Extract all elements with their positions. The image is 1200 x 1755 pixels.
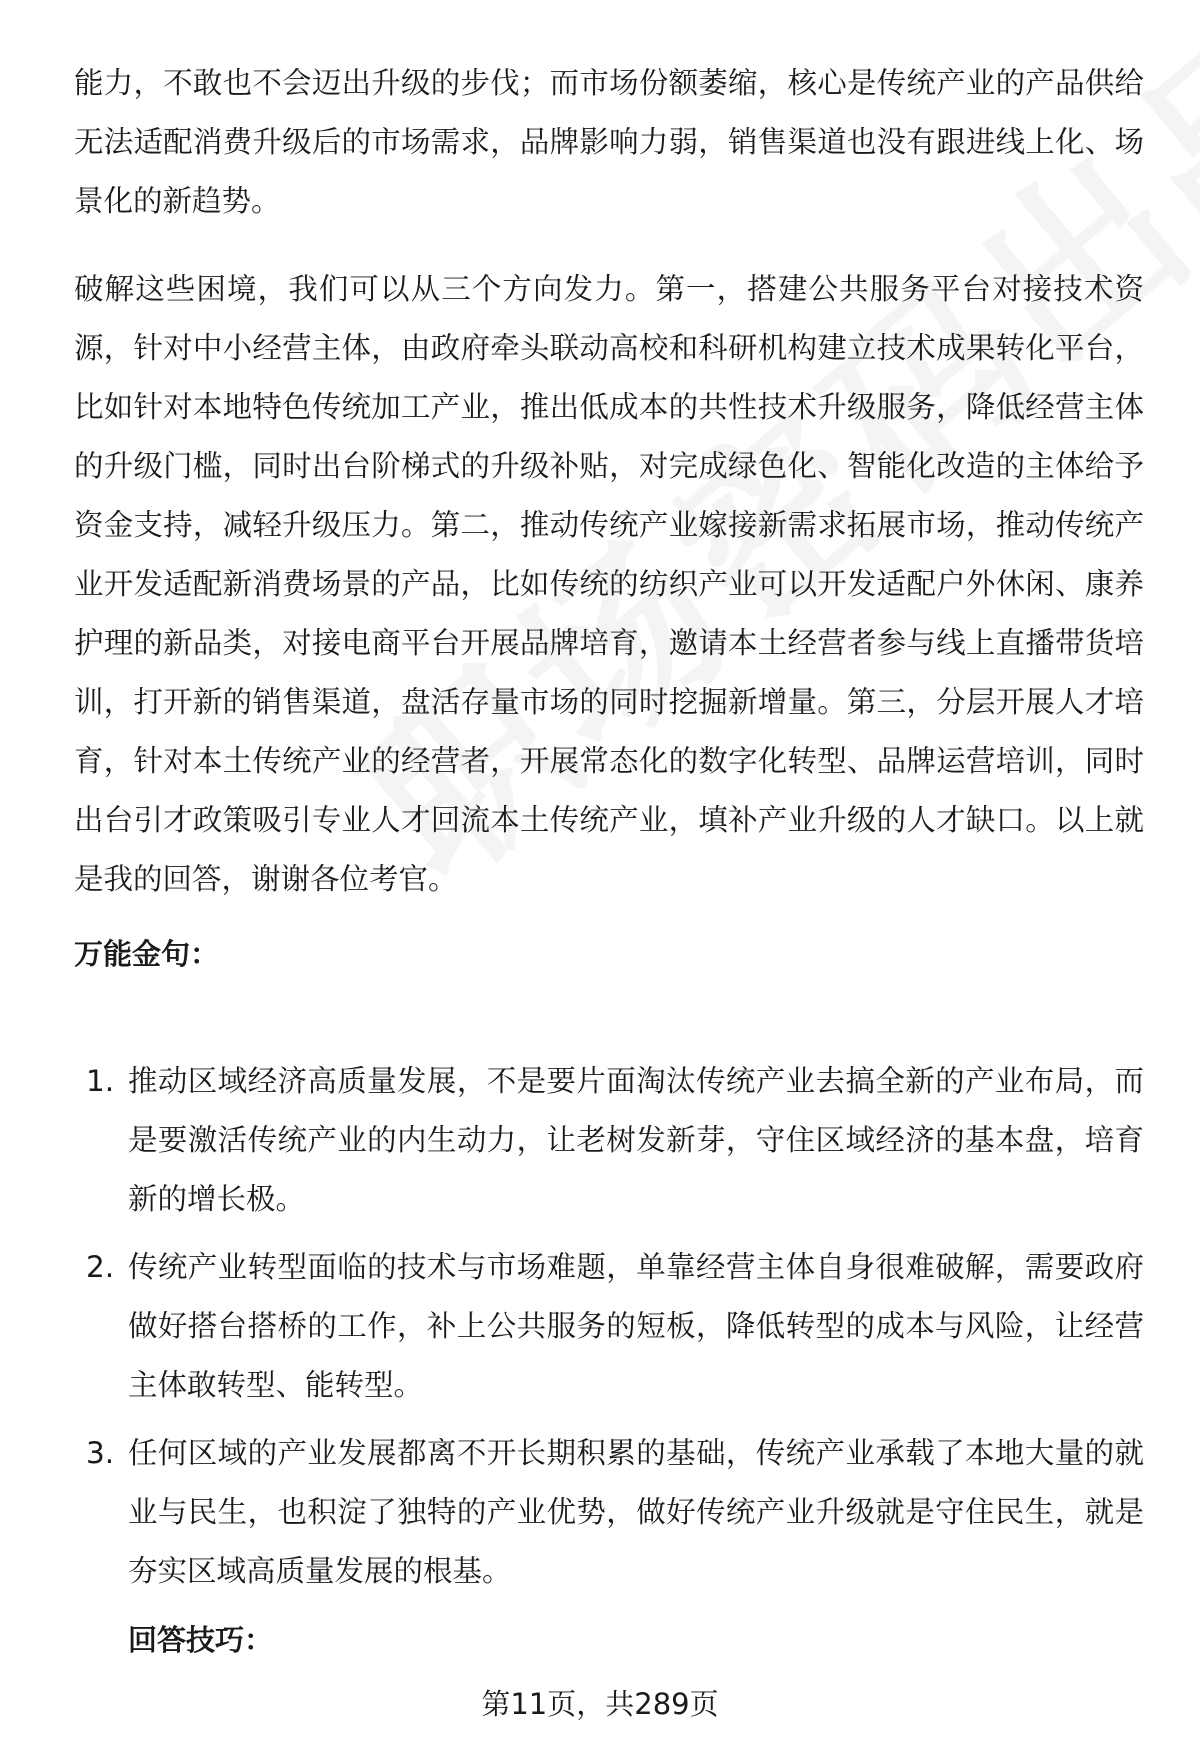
list-item-text: 任何区域的产业发展都离不开长期积累的基础，传统产业承载了本地大量的就业与民生，也积淀了独特的产业优势，做好传统产业升级就是守住民生，就是夯实区域高质量发展的根基。: [128, 1436, 1144, 1588]
golden-sentences-list: [74, 1052, 1144, 1610]
list-item-number: 2.: [86, 1250, 115, 1284]
list-item: [74, 1238, 1144, 1415]
page-number-footer: 第11页，共289页: [481, 1687, 719, 1721]
list-item-number: 3.: [86, 1436, 115, 1470]
paragraph-intro-continuation: 能力，不敢也不会迈出升级的步伐；而市场份额萎缩，核心是传统产业的产品供给无法适配消费升级后的市场需求，品牌影响力弱，销售渠道也没有跟进线上化、场景化的新趋势。: [74, 66, 1144, 218]
list-item: [74, 1052, 1144, 1229]
list-item-text: 传统产业转型面临的技术与市场难题，单靠经营主体自身很难破解，需要政府做好搭台搭桥的工作，补上公共服务的短板，降低转型的成本与风险，让经营主体敢转型、能转型。: [128, 1250, 1144, 1402]
answer-tips-heading: 回答技巧：: [128, 1623, 274, 1657]
golden-sentences-heading: 万能金句：: [74, 937, 220, 971]
list-item-text: 推动区域经济高质量发展，不是要片面淘汰传统产业去搞全新的产业布局，而是要激活传统产业的内生动力，让老树发新芽，守住区域经济的基本盘，培育新的增长极。: [128, 1064, 1144, 1216]
paragraph-solutions: 破解这些困境，我们可以从三个方向发力。第一，搭建公共服务平台对接技术资源，针对中小经营主体，由政府牵头联动高校和科研机构建立技术成果转化平台，比如针对本地特色传统加工产业，推出低成本的共性技术升级服务，降低经营主体的升级门槛，同时出台阶梯式的升级补贴，对完成绿色化、智能化改造的主体给予资金支持，减轻升级压力。第二，推动传统产业嫁接新需求拓展市场，推动传统产业开发适配新消费场景的产品，比如传统的纺织产业可以开发适配户外休闲、康养护理的新品类，对接电商平台开展品牌培育，邀请本土经营者参与线上直播带货培训，打开新的销售渠道，盘活存量市场的同时挖掘新增量。第三，分层开展人才培育，针对本土传统产业的经营者，开展常态化的数字化转型、品牌运营培训，同时出台引才政策吸引专业人才回流本土传统产业，填补产业升级的人才缺口。以上就是我的回答，谢谢各位考官。: [74, 272, 1144, 896]
list-item: [74, 1424, 1144, 1601]
list-item-number: 1.: [86, 1064, 115, 1098]
